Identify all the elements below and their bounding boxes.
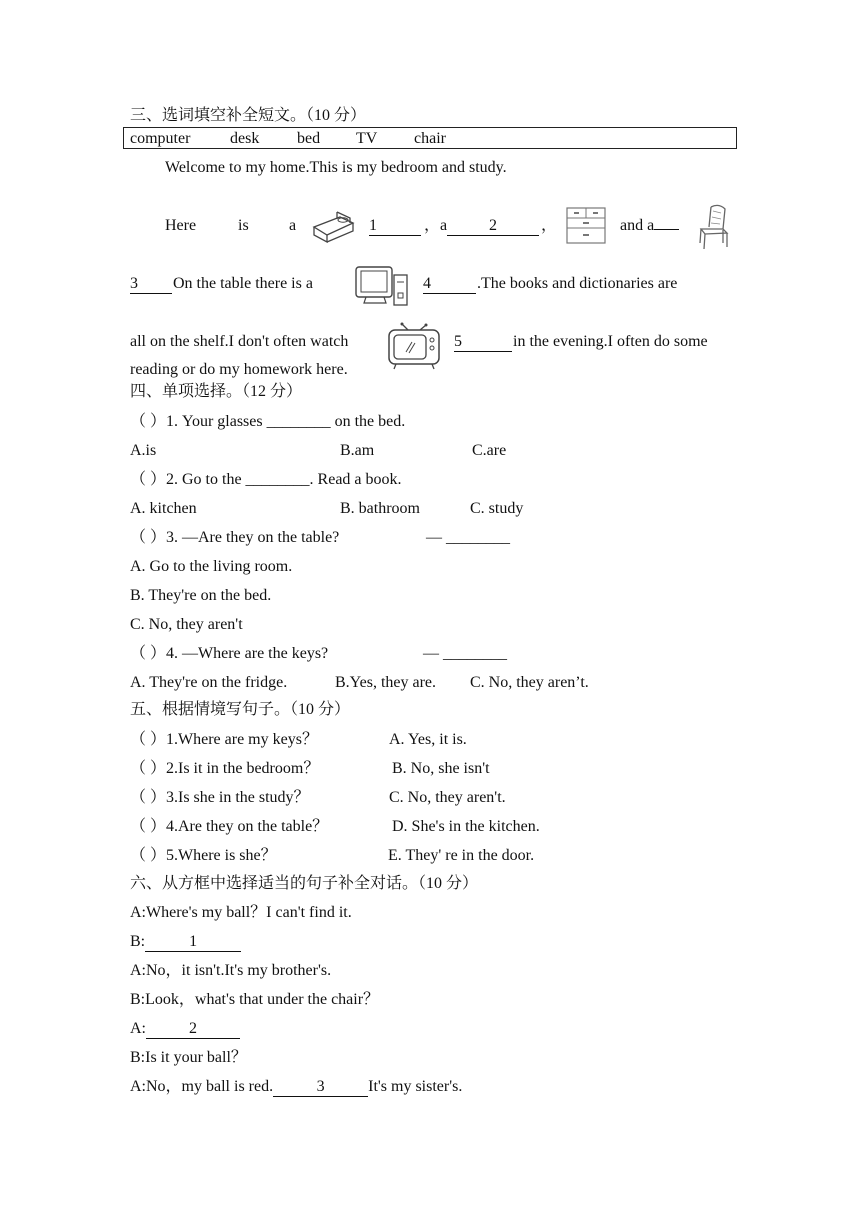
all-on-text: all on the shelf.I don't often watch [130,333,349,350]
word-desk: desk [230,130,260,147]
q5-4-option: D. She's in the kitchen. [392,818,540,835]
dialog-line-3: A:No，it isn't.It's my brother's. [130,962,332,979]
q5-4: （ ）4.Are they on the table？ [130,818,329,835]
blank-2-label: 2 [447,217,539,236]
word-bank-box [123,127,737,149]
q4-1-b: B.am [340,442,375,459]
comma: ， [541,217,558,234]
tv-icon [386,322,442,370]
dialog-line-2-speaker: B: [130,933,146,950]
and-a [620,216,679,236]
q4-2-a: A. kitchen [130,500,197,517]
passage-line-1: Welcome to my home.This is my bedroom and study. [165,159,507,176]
q5-2: （ ）2.Is it in the bedroom？ [130,760,320,777]
dialog-blank-2: 2 [146,1020,240,1039]
dialog-line-6: B:Is it your ball？ [130,1049,247,1066]
q5-1: （ ）1.Where are my keys？ [130,731,318,748]
blank-3-label: 3 [130,275,172,294]
dialog-line-4: B:Look，what's that under the chair？ [130,991,380,1008]
on-table-text: On the table there is a [173,275,313,292]
blank-4-label: 4 [423,275,476,294]
word-tv: TV [356,130,378,147]
dialog-line-5-speaker: A: [130,1020,146,1037]
blank-1 [369,216,421,236]
blank-5-label: 5 [454,333,512,352]
comma-a: ，a [424,217,448,234]
dialog-blank-1: 1 [145,933,241,952]
q5-1-option: A. Yes, it is. [389,731,467,748]
blank-4 [423,274,476,294]
q4-1: （ ）1. Your glasses ________ on the bed. [130,413,406,430]
blank-5 [454,332,512,352]
q4-4-b: B.Yes, they are. [335,674,437,691]
word-here: Here [165,217,197,234]
computer-icon [354,265,410,307]
q4-4: （ ）4. —Where are the keys? [130,645,329,662]
blank-3 [130,274,172,294]
q5-5-option: E. They' re in the door. [388,847,535,864]
q4-4-a: A. They're on the fridge. [130,674,288,691]
bed-icon [310,207,356,243]
q4-3-answer: — ________ [426,529,510,546]
chair-icon [697,203,731,251]
blank-1-label: 1 [369,217,421,236]
dialog-line-2 [130,932,241,952]
reading-text: reading or do my homework here. [130,361,348,378]
q4-2: （ ）2. Go to the ________. Read a book. [130,471,402,488]
q4-2-c: C. study [470,500,524,517]
q5-3-option: C. No, they aren't. [389,789,506,806]
q4-3: （ ）3. —Are they on the table? [130,529,340,546]
dialog-blank-3: 3 [273,1078,368,1097]
q4-4-c: C. No, they aren’t. [470,674,589,691]
dialog-line-7-text: A:No，my ball is red. [130,1078,274,1095]
q4-1-a: A.is [130,442,157,459]
section6-title: 六、从方框中选择适当的句子补全对话。（10 分） [130,875,479,892]
word-bed: bed [297,130,321,147]
q4-3-c: C. No, they aren't [130,616,243,633]
q5-5: （ ）5.Where is she？ [130,847,277,864]
dialog-line-1: A:Where's my ball？I can't find it. [130,904,352,921]
section4-title: 四、单项选择。（12 分） [130,383,303,400]
blank-3-start [654,229,679,230]
books-text: .The books and dictionaries are [477,275,678,292]
dialog-line-7 [130,1077,462,1097]
q4-2-b: B. bathroom [340,500,420,517]
q5-3: （ ）3.Is she in the study？ [130,789,310,806]
and-a-text: and a [620,217,655,234]
q4-3-b: B. They're on the bed. [130,587,272,604]
drawers-icon [565,205,607,245]
section5-title: 五、根据情境写句子。（10 分） [130,701,351,718]
word-computer: computer [130,130,191,147]
q4-1-c: C.are [472,442,507,459]
word-a: a [289,217,297,234]
q4-4-answer: — ________ [423,645,507,662]
word-is: is [238,217,249,234]
section3-title: 三、选词填空补全短文。（10 分） [130,107,367,124]
dialog-line-5 [130,1019,240,1039]
blank-2 [447,216,539,236]
q4-3-a: A. Go to the living room. [130,558,293,575]
evening-text: in the evening.I often do some [513,333,708,350]
word-chair: chair [414,130,446,147]
q5-2-option: B. No, she isn't [392,760,490,777]
dialog-line-7-end: It's my sister's. [368,1078,463,1095]
